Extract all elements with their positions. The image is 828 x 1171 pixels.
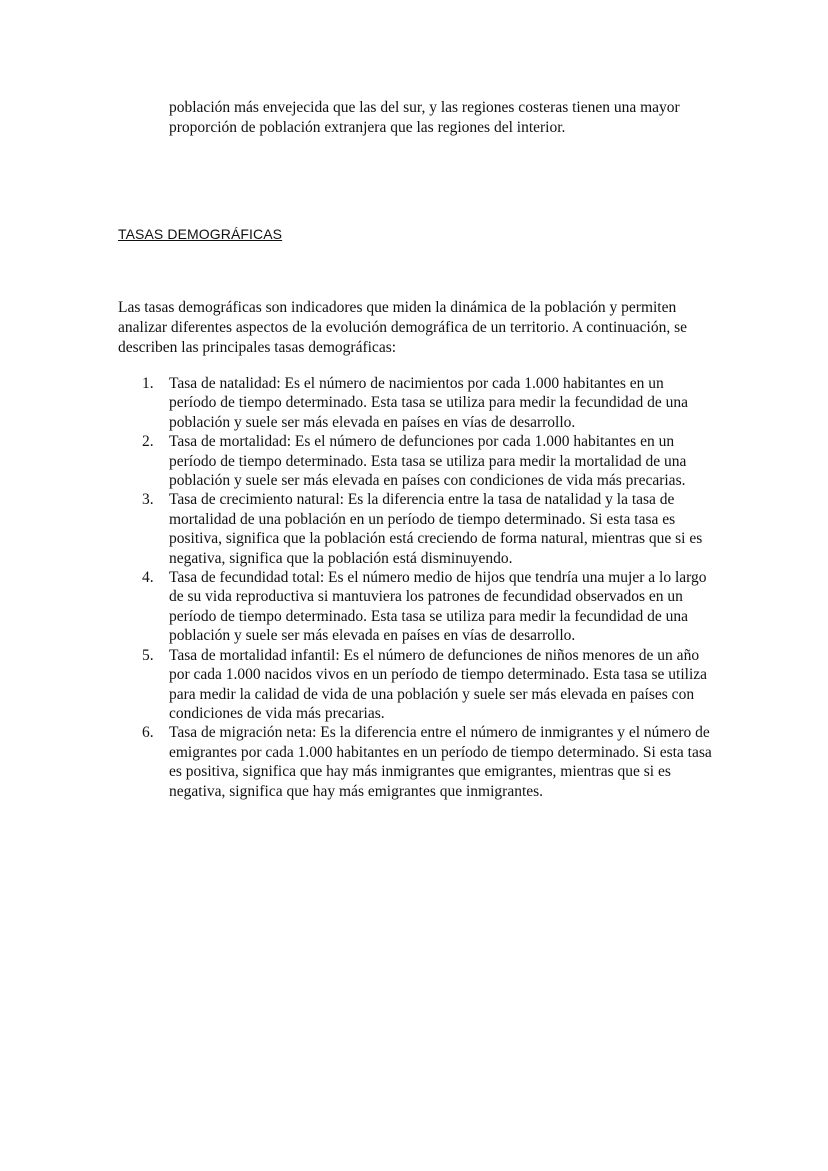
list-item-text: Tasa de natalidad: Es el número de nacimientos por cada 1.000 habitantes en un período de tiempo determinado. Esta tasa se utiliza para medir la fecundidad de una población y suele ser más elevada en países en vías de desarrollo. (169, 375, 689, 431)
list-item-number: 1. (142, 375, 154, 392)
list-item (142, 723, 714, 801)
list-item-text: Tasa de mortalidad: Es el número de defunciones por cada 1.000 habitantes en un período de tiempo determinado. Esta tasa se utiliza para medir la mortalidad de una población y suele ser más elevada en países con condiciones de vida más precarias. (169, 433, 687, 490)
intro-paragraph: Las tasas demográficas son indicadores que miden la dinámica de la población y permiten analizar diferentes aspectos de la evolución demográfica de un territorio. A continuación, se describen las principales tasas demográficas: (118, 299, 687, 356)
list-item (142, 374, 714, 432)
list-item-text: Tasa de mortalidad infantil: Es el número de defunciones de niños menores de un año por cada 1.000 nacidos vivos en un período de tiempo determinado. Esta tasa se utiliza para medir la calidad de vida de una población y suele ser más elevada en países con condiciones de vida más precarias. (169, 646, 708, 722)
list-item-text: Tasa de migración neta: Es la diferencia entre el número de inmigrantes y el número de emigrantes por cada 1.000 habitantes en un período de tiempo determinado. Si esta tasa es positiva, significa que hay más inmigrantes que emigrantes, mientras que si es negativa, significa que hay más emigrantes que inmigrantes. (169, 724, 712, 800)
list-item-number: 6. (142, 724, 154, 742)
rates-list (142, 374, 714, 801)
list-item (142, 568, 714, 646)
list-item-number: 3. (142, 491, 154, 509)
list-item-text: Tasa de fecundidad total: Es el número medio de hijos que tendría una mujer a lo largo de su vida reproductiva si mantuviera los patrones de fecundidad observados en un período de tiempo determinado. Esta tasa se utiliza para medir la fecundidad de una población y suele ser más elevada en países en vías de desarrollo. (169, 569, 707, 645)
section-heading: TASAS DEMOGRÁFICAS (118, 226, 283, 242)
list-item (142, 646, 714, 724)
list-item (142, 490, 714, 568)
list-item-number: 4. (142, 569, 154, 587)
list-item-text: Tasa de crecimiento natural: Es la diferencia entre la tasa de natalidad y la tasa de mortalidad de una población en un período de tiempo determinado. Si esta tasa es positiva, significa que la población está creciendo de forma natural, mientras que si es negativa, significa que la población está disminuyendo. (169, 491, 703, 567)
continuation-paragraph: población más envejecida que las del sur, y las regiones costeras tienen una mayor proporción de población extranjera que las regiones del interior. (169, 99, 680, 136)
list-item-number: 5. (142, 646, 154, 664)
list-item-number: 2. (142, 433, 154, 451)
list-item (142, 432, 714, 490)
